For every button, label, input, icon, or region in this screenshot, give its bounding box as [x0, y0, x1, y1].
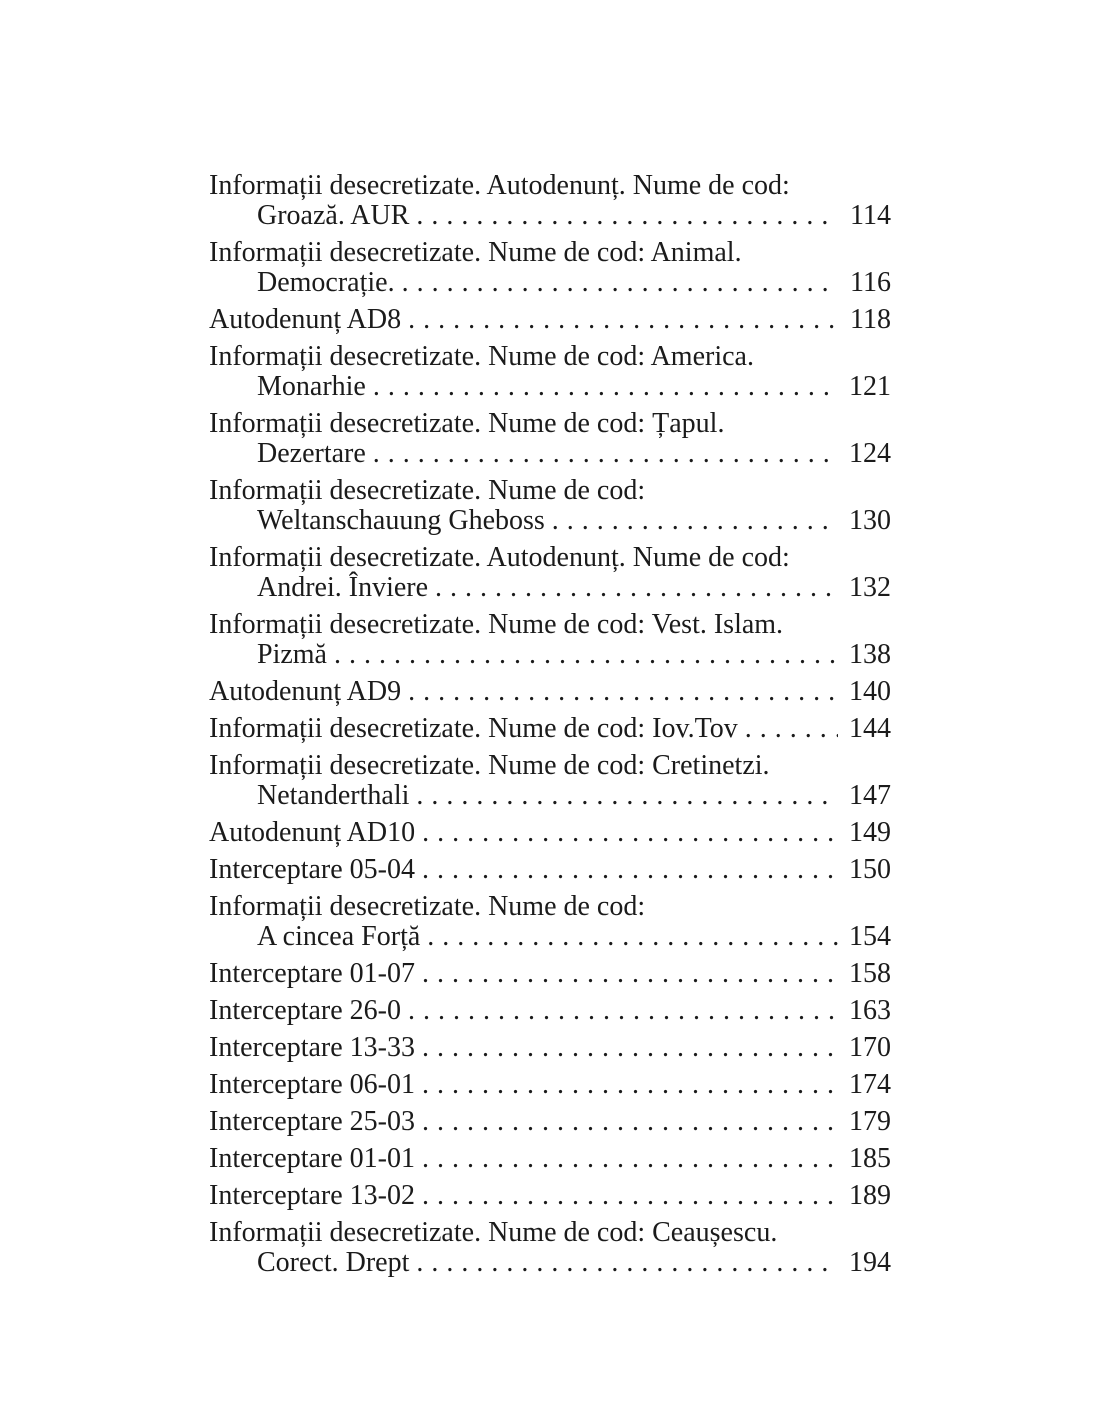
- toc-line: [209, 677, 891, 707]
- toc-entry-text: Interceptare 25-03: [209, 1106, 415, 1137]
- toc-line: [209, 476, 891, 506]
- toc-list: [209, 171, 891, 1285]
- toc-line: [209, 238, 891, 268]
- toc-line: [209, 640, 891, 670]
- toc-line: [209, 409, 891, 439]
- toc-line: [209, 996, 891, 1026]
- toc-entry-text: Andrei. Înviere: [257, 572, 429, 603]
- page-number: 174: [849, 1069, 891, 1100]
- toc-line: [209, 268, 891, 298]
- toc-line: [209, 1107, 891, 1137]
- toc-entry-text: Autodenunț AD10: [209, 817, 416, 848]
- dot-leader: [435, 573, 838, 603]
- toc-entry-text: Corect. Drept: [257, 1247, 410, 1278]
- toc-line: [209, 1248, 891, 1278]
- toc-line: [209, 1070, 891, 1100]
- dot-leader: [416, 1248, 838, 1278]
- page-number: 150: [849, 854, 891, 885]
- toc-entry-text: Informații desecretizate. Nume de cod:: [209, 891, 646, 922]
- page-number: 116: [850, 267, 891, 298]
- dot-leader: [422, 1070, 838, 1100]
- toc-entry-text: Informații desecretizate. Nume de cod: Vest. Islam.: [209, 609, 784, 640]
- dot-leader: [408, 996, 838, 1026]
- toc-entry: [209, 959, 891, 989]
- page-number: 170: [849, 1032, 891, 1063]
- page-number: 140: [849, 676, 891, 707]
- toc-entry-text: Informații desecretizate. Nume de cod: Ceaușescu.: [209, 1217, 778, 1248]
- toc-entry-text: Informații desecretizate. Nume de cod: America.: [209, 341, 754, 372]
- dot-leader: [373, 439, 838, 469]
- toc-entry: [209, 751, 891, 811]
- dot-leader: [416, 201, 838, 231]
- toc-entry-text: Autodenunț AD8: [209, 304, 402, 335]
- toc-entry-text: Interceptare 13-33: [209, 1032, 415, 1063]
- page-number: 147: [849, 780, 891, 811]
- dot-leader: [408, 305, 838, 335]
- toc-entry: [209, 996, 891, 1026]
- page-number: 154: [849, 921, 891, 952]
- page-number: 130: [849, 505, 891, 536]
- page-number: 194: [849, 1247, 891, 1278]
- dot-leader: [422, 1181, 838, 1211]
- toc-entry: [209, 1144, 891, 1174]
- dot-leader: [408, 677, 838, 707]
- toc-entry-text: Interceptare 01-07: [209, 958, 415, 989]
- toc-entry-text: Informații desecretizate. Autodenunț. Nume de cod:: [209, 170, 790, 201]
- dot-leader: [422, 959, 838, 989]
- toc-entry-text: Informații desecretizate. Nume de cod: Cretinetzi.: [209, 750, 770, 781]
- toc-entry-text: Interceptare 01-01: [209, 1143, 415, 1174]
- toc-entry: [209, 1107, 891, 1137]
- toc-line: [209, 171, 891, 201]
- toc-entry-text: Democrație.: [257, 267, 395, 298]
- dot-leader: [422, 1033, 838, 1063]
- page-number: 163: [849, 995, 891, 1026]
- toc-line: [209, 506, 891, 536]
- toc-line: [209, 573, 891, 603]
- toc-entry: [209, 892, 891, 952]
- page-number: 149: [849, 817, 891, 848]
- page-number: 132: [849, 572, 891, 603]
- toc-line: [209, 922, 891, 952]
- toc-entry: [209, 305, 891, 335]
- dot-leader: [422, 1107, 838, 1137]
- toc-entry-text: Netanderthali: [257, 780, 410, 811]
- toc-entry: [209, 1218, 891, 1278]
- dot-leader: [422, 1144, 838, 1174]
- toc-entry: [209, 855, 891, 885]
- page-number: 124: [849, 438, 891, 469]
- toc-entry-text: Interceptare 26-0: [209, 995, 401, 1026]
- toc-line: [209, 892, 891, 922]
- toc-entry-text: Weltanschauung Gheboss: [257, 505, 545, 536]
- dot-leader: [373, 372, 838, 402]
- toc-entry: [209, 238, 891, 298]
- page-number: 185: [849, 1143, 891, 1174]
- page-number: 118: [850, 304, 891, 335]
- toc-line: [209, 1181, 891, 1211]
- toc-line: [209, 372, 891, 402]
- toc-entry: [209, 1181, 891, 1211]
- dot-leader: [402, 268, 838, 298]
- toc-entry: [209, 1033, 891, 1063]
- page-number: 121: [849, 371, 891, 402]
- toc-entry-text: Informații desecretizate. Nume de cod:: [209, 475, 646, 506]
- toc-entry: [209, 677, 891, 707]
- toc-line: [209, 1218, 891, 1248]
- toc-line: [209, 818, 891, 848]
- dot-leader: [552, 506, 838, 536]
- toc-entry-text: Informații desecretizate. Nume de cod: Animal.: [209, 237, 742, 268]
- toc-entry: [209, 342, 891, 402]
- page-number: 138: [849, 639, 891, 670]
- toc-entry: [209, 409, 891, 469]
- toc-entry-text: Interceptare 13-02: [209, 1180, 415, 1211]
- toc-entry: [209, 476, 891, 536]
- toc-line: [209, 714, 891, 744]
- toc-entry-text: Informații desecretizate. Nume de cod: Iov.Tov: [209, 713, 738, 744]
- toc-entry-text: Informații desecretizate. Autodenunț. Nume de cod:: [209, 542, 790, 573]
- toc-entry-text: Monarhie: [257, 371, 366, 402]
- toc-line: [209, 342, 891, 372]
- toc-entry: [209, 818, 891, 848]
- toc-line: [209, 959, 891, 989]
- toc-entry: [209, 1070, 891, 1100]
- toc-entry-text: Informații desecretizate. Nume de cod: Țapul.: [209, 408, 725, 439]
- dot-leader: [422, 818, 838, 848]
- toc-line: [209, 201, 891, 231]
- toc-entry-text: Interceptare 06-01: [209, 1069, 415, 1100]
- toc-line: [209, 1144, 891, 1174]
- page-number: 189: [849, 1180, 891, 1211]
- toc-line: [209, 1033, 891, 1063]
- toc-entry-text: Interceptare 05-04: [209, 854, 415, 885]
- toc-line: [209, 305, 891, 335]
- toc-line: [209, 855, 891, 885]
- dot-leader: [334, 640, 838, 670]
- toc-line: [209, 543, 891, 573]
- dot-leader: [416, 781, 838, 811]
- dot-leader: [745, 714, 838, 744]
- toc-entry-text: Dezertare: [257, 438, 366, 469]
- toc-entry-text: Groază. AUR: [257, 200, 410, 231]
- dot-leader: [422, 855, 838, 885]
- toc-entry-text: Autodenunț AD9: [209, 676, 402, 707]
- toc-entry: [209, 610, 891, 670]
- toc-line: [209, 751, 891, 781]
- page-number: 179: [849, 1106, 891, 1137]
- toc-line: [209, 439, 891, 469]
- page-number: 158: [849, 958, 891, 989]
- toc-entry: [209, 171, 891, 231]
- dot-leader: [427, 922, 838, 952]
- page-number: 114: [850, 200, 891, 231]
- toc-entry: [209, 714, 891, 744]
- toc-entry: [209, 543, 891, 603]
- toc-entry-text: Pizmă: [257, 639, 327, 670]
- toc-line: [209, 610, 891, 640]
- toc-line: [209, 781, 891, 811]
- page-number: 144: [849, 713, 891, 744]
- toc-entry-text: A cincea Forță: [257, 921, 421, 952]
